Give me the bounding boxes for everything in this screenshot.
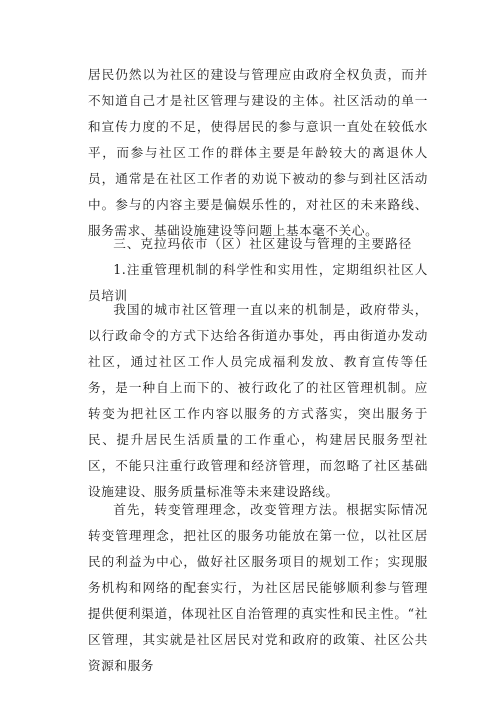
paragraph-resident-participation: 居民仍然以为社区的建设与管理应由政府全权负责，而并不知道自己才是社区管理与建设的主体。社区活动的单一和宣传力度的不足，使得居民的参与意识一直处在较低水平，而参与社区工作的群体主要是年龄较大的离退休人员，通常是在社区工作者的劝说下被动的参与到社区活动中。参与的内容主要是偏娱乐性的，对社区的未来路线、服务需求、基础设施建设等问题上基本毫不关心。	[88, 67, 428, 238]
section-heading: 三、克拉玛依市（区）社区建设与管理的主要路径	[113, 236, 413, 251]
paragraph-management-mechanism: 我国的城市社区管理一直以来的机制是，政府带头，以行政命令的方式下达给各街道办事处，再由街道办发动社区，通过社区工作人员完成福利发放、教育宣传等任务，是一种自上而下的、被行政化了的社区管理机制。应转变为把社区工作内容以服务的方式落实，突出服务于民、提升居民生活质量的工作重心，构建居民服务型社区，不能只注重行政管理和经济管理，而忽略了社区基础设施建设、服务质量标准等未来建设路线。	[88, 302, 428, 499]
paragraph-management-concept: 首先，转变管理理念，改变管理方法。根据实际情况转变管理理念，把社区的服务功能放在第一位，以社区居民的利益为中心，做好社区服务项目的规划工作；实现服务机构和网络的配套实行，为社区居民能够顺利参与管理提供便利渠道，体现社区自治管理的真实性和民主性。“社区管理，其实就是社区居民对党和政府的政策、社区公共资源和服务	[88, 502, 428, 673]
subsection-heading: 1.注重管理机制的科学性和实用性，定期组织社区人员培训	[88, 262, 428, 303]
